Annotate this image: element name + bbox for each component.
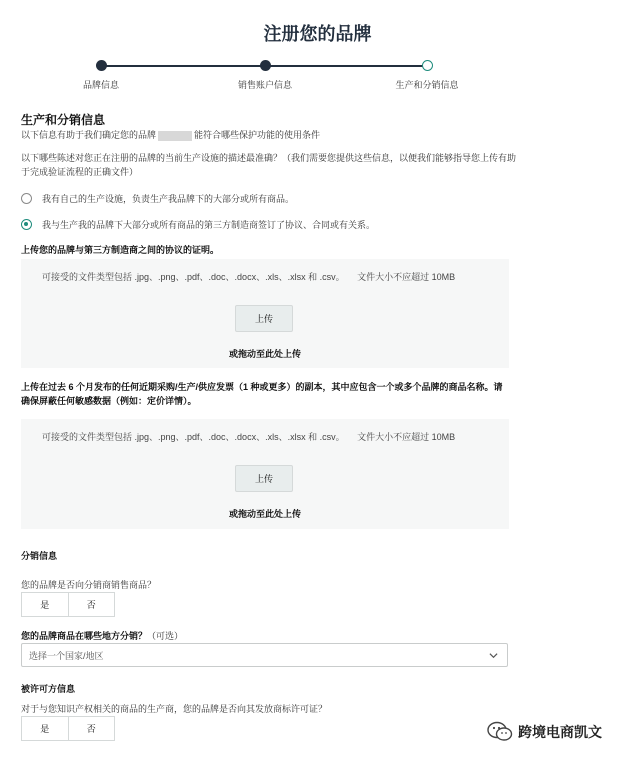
license-yes-no-toggle [21, 716, 115, 741]
wechat-icon [486, 720, 514, 744]
redacted-brand-name [158, 131, 192, 141]
chevron-down-icon [489, 651, 498, 660]
file-type-hint: 可接受的文件类型包括 .jpg、.png、.pdf、.doc、.docx、.xls、.xlsx 和 .csv。 文件大小不应超过 10MB [42, 432, 456, 442]
subtitle-prefix: 以下信息有助于我们确定您的品牌 [21, 130, 157, 140]
file-type-hint: 可接受的文件类型包括 .jpg、.png、.pdf、.doc、.docx、.xls、.xlsx 和 .csv。 文件大小不应超过 10MB [42, 272, 456, 282]
subtitle-suffix: 能符合哪些保护功能的使用条件 [194, 130, 321, 140]
production-question: 以下哪些陈述对您正在注册的品牌的当前生产设施的描述最准确？（我们需要您提供这些信息，以便我们能够指导您上传有助于完成验证流程的正确文件） [21, 153, 517, 177]
progress-stepper [0, 57, 635, 97]
distribution-where-label [21, 629, 183, 642]
upload-invoice-heading: 上传在过去 6 个月发布的任何近期采购/生产/供应发票（1 种或更多）的副本，其中应包含一个或多个品牌的商品名称。请确保屏蔽任何敏感数据（例如：定价详情）。 [21, 382, 503, 406]
section-subtitle [21, 128, 320, 141]
step-dot-production-distribution [422, 60, 433, 71]
upload-dropzone-invoice[interactable] [21, 419, 509, 529]
optional-tag: （可选） [147, 631, 184, 641]
step-dot-selling-account [260, 60, 271, 71]
step-label-selling-account[interactable]: 销售账户信息 [237, 80, 292, 90]
step-label-production-distribution: 生产和分销信息 [395, 80, 459, 90]
radio-option-own-facility[interactable] [21, 191, 294, 205]
section-title-production: 生产和分销信息 [21, 113, 106, 127]
upload-button-invoice[interactable]: 上传 [235, 465, 293, 492]
distributor-no-button[interactable]: 否 [68, 593, 115, 616]
wechat-watermark [486, 718, 602, 746]
upload-button-agreement[interactable]: 上传 [235, 305, 293, 332]
radio-button-unselected[interactable] [21, 193, 32, 204]
distributor-question: 您的品牌是否向分销商销售商品？ [21, 580, 157, 590]
page-title: 注册您的品牌 [263, 24, 372, 44]
radio-button-selected[interactable] [21, 219, 32, 230]
license-yes-button[interactable]: 是 [40, 724, 50, 734]
step-label-brand-info[interactable]: 品牌信息 [82, 80, 119, 90]
stepper-line-1 [101, 65, 265, 67]
radio-label-own-facility: 我有自己的生产设施，负责生产我品牌下的大部分或所有商品。 [42, 193, 295, 204]
section-title-licensee: 被许可方信息 [21, 684, 76, 694]
radio-label-third-party: 我与生产我的品牌下大部分或所有商品的第三方制造商签订了协议、合同或有关系。 [42, 219, 376, 230]
radio-option-third-party[interactable] [21, 217, 375, 231]
section-title-distribution: 分销信息 [21, 551, 58, 561]
select-placeholder: 选择一个国家/地区 [29, 650, 104, 661]
drag-drop-hint: 或拖动至此处上传 [228, 349, 301, 359]
drag-drop-hint: 或拖动至此处上传 [228, 509, 301, 519]
watermark-text: 跨境电商凯文 [518, 724, 602, 740]
license-no-button[interactable]: 否 [68, 717, 115, 740]
distributor-yes-no-toggle [21, 592, 115, 617]
license-question: 对于与您知识产权相关的商品的生产商，您的品牌是否向其发放商标许可证？ [21, 704, 328, 714]
step-dot-brand-info [96, 60, 107, 71]
stepper-line-2 [265, 65, 428, 67]
upload-dropzone-agreement[interactable] [21, 259, 509, 368]
distributor-yes-button[interactable]: 是 [40, 600, 50, 610]
upload-agreement-heading: 上传您的品牌与第三方制造商之间的协议的证明。 [21, 245, 220, 255]
distribution-where-text: 您的品牌商品在哪些地方分销？ [21, 631, 148, 641]
country-region-select[interactable] [21, 643, 508, 667]
